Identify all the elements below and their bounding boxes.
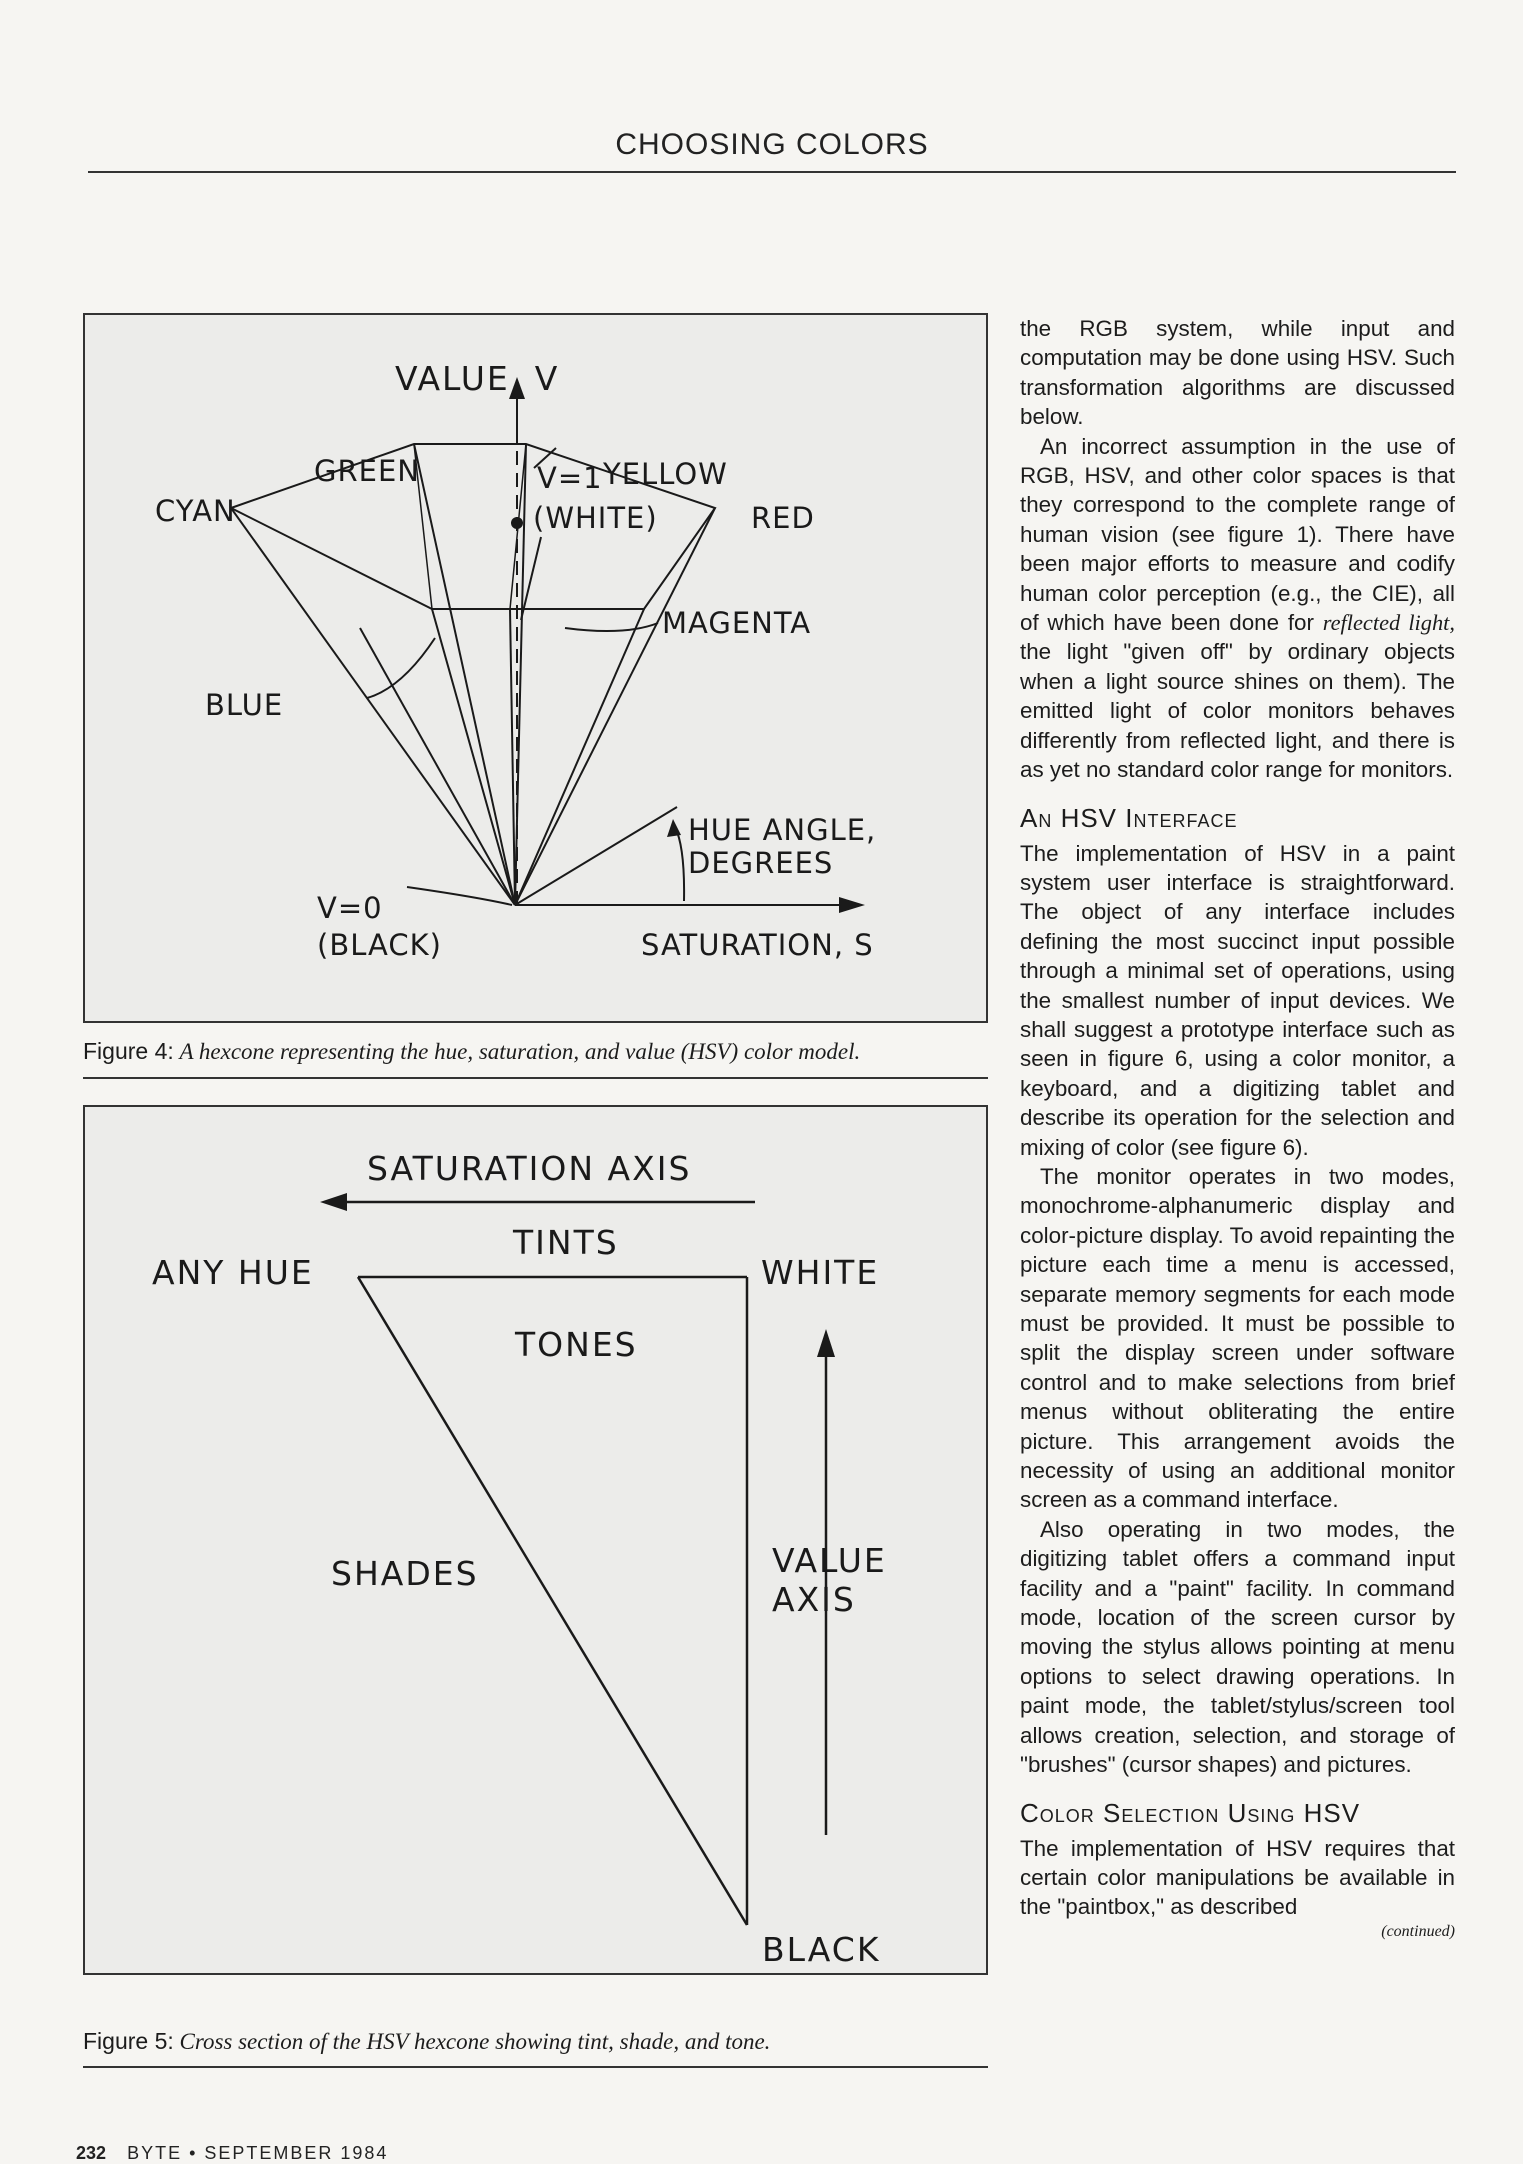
- caption-rule: [83, 1077, 988, 1079]
- figure-5-caption-text: Cross section of the HSV hexcone showing tint, shade, and tone.: [179, 2029, 771, 2054]
- label-black: (BLACK): [317, 928, 442, 962]
- figure-5-cross-section: [83, 1105, 988, 1975]
- label-tones: TONES: [515, 1325, 638, 1364]
- emphasis-text: reflected light,: [1322, 610, 1455, 636]
- figure-5-caption-label: Figure 5:: [83, 2028, 174, 2054]
- paragraph-text: the light "given off" by ordinary objects when a light source shines on them). The emitted light of color monitors behaves differently from reflected light, and there is as yet no standard color range for monitors.: [1020, 639, 1455, 783]
- label-tints: TINTS: [513, 1223, 619, 1262]
- continued-note: (continued): [1381, 1922, 1455, 1940]
- label-white: (WHITE): [533, 501, 658, 535]
- paragraph: The monitor operates in two modes, monochrome-alphanumeric display and color-picture display. To avoid repainting the picture each time a menu is accessed, separate memory segments for each mode must be provided. It must be possible to split the display screen under software control and to make selections from brief menus without obliterating the entire picture. This arrangement avoids the necessity of using an additional monitor screen as a command interface.: [1020, 1163, 1455, 1513]
- label-axis: AXIS: [772, 1580, 856, 1619]
- paragraph: Also operating in two modes, the digitizing tablet offers a command input facility and a "paint" facility. In command mode, location of the screen cursor by moving the stylus allows pointing at menu options to select drawing operations. In paint mode, the tablet/stylus/screen tool allows creation, selection, and storage of "brushes" (cursor shapes) and pictures.: [1020, 1516, 1455, 1778]
- paragraph: The implementation of HSV in a paint system user interface is straightforward. The object of any interface includes defining the most succinct input possible through a minimal set of operations, using the smallest number of input devices. We shall suggest a prototype interface such as seen in figure 6, using a color monitor, a keyboard, and a digitizing tablet and describe its operation for the selection and mixing of color (see figure 6).: [1020, 840, 1455, 1160]
- label-cyan: CYAN: [155, 494, 236, 528]
- label-saturation: SATURATION, S: [641, 928, 874, 962]
- publication-info: BYTE • SEPTEMBER 1984: [127, 2143, 389, 2163]
- label-blue: BLUE: [205, 688, 284, 722]
- figure-4-caption-text: A hexcone representing the hue, saturation, and value (HSV) color model.: [179, 1039, 861, 1064]
- paragraph: [1020, 432, 1455, 785]
- label-black: BLACK: [762, 1930, 881, 1969]
- running-head: CHOOSING COLORS: [615, 128, 929, 161]
- v0-leader: [407, 887, 512, 905]
- label-shades: SHADES: [331, 1554, 479, 1593]
- hexcone-diagram: [85, 315, 990, 1025]
- section-heading: An HSV Interface: [1020, 802, 1238, 833]
- paragraph: The implementation of HSV requires that certain color manipulations be available in the "paintbox," as described: [1020, 1835, 1455, 1920]
- shades-edge: [358, 1277, 747, 1925]
- page-footer: [76, 2143, 388, 2164]
- cross-section-diagram: [85, 1107, 990, 1977]
- label-yellow: YELLOW: [603, 457, 728, 491]
- label-degrees: DEGREES: [688, 846, 834, 880]
- label-magenta: MAGENTA: [662, 606, 812, 640]
- label-hue-angle: HUE ANGLE,: [688, 813, 877, 847]
- article-body: [1020, 314, 1455, 1942]
- paragraph: the RGB system, while input and computation may be done using HSV. Such transformation algorithms are discussed below.: [1020, 316, 1455, 430]
- figure-4-caption-label: Figure 4:: [83, 1038, 174, 1064]
- label-saturation-axis: SATURATION AXIS: [367, 1149, 692, 1188]
- label-v0: V=0: [317, 891, 383, 925]
- header-rule: [88, 171, 1456, 173]
- label-any-hue: ANY HUE: [152, 1253, 314, 1292]
- label-value: VALUE: [772, 1541, 887, 1580]
- figure-4-hexcone: [83, 313, 988, 1023]
- section-heading: Color Selection Using HSV: [1020, 1797, 1361, 1828]
- figure-5-caption: [83, 2028, 770, 2055]
- blue-leader: [367, 638, 435, 698]
- label-green: GREEN: [314, 454, 420, 488]
- figure-4-caption: [83, 1038, 860, 1065]
- label-red: RED: [751, 501, 815, 535]
- paragraph-text: An incorrect assumption in the use of RGB, HSV, and other color spaces is that they correspond to the complete range of human vision (see figure 1). There have been major efforts to measure and codify human color perception (e.g., the CIE), all of which have been done for: [1020, 433, 1455, 636]
- caption-rule: [83, 2066, 988, 2068]
- label-value-axis: VALUE, V: [395, 359, 560, 398]
- page-number: 232: [76, 2143, 107, 2163]
- label-white: WHITE: [761, 1253, 880, 1292]
- label-v1: V=1: [537, 461, 603, 495]
- magenta-leader: [565, 623, 658, 631]
